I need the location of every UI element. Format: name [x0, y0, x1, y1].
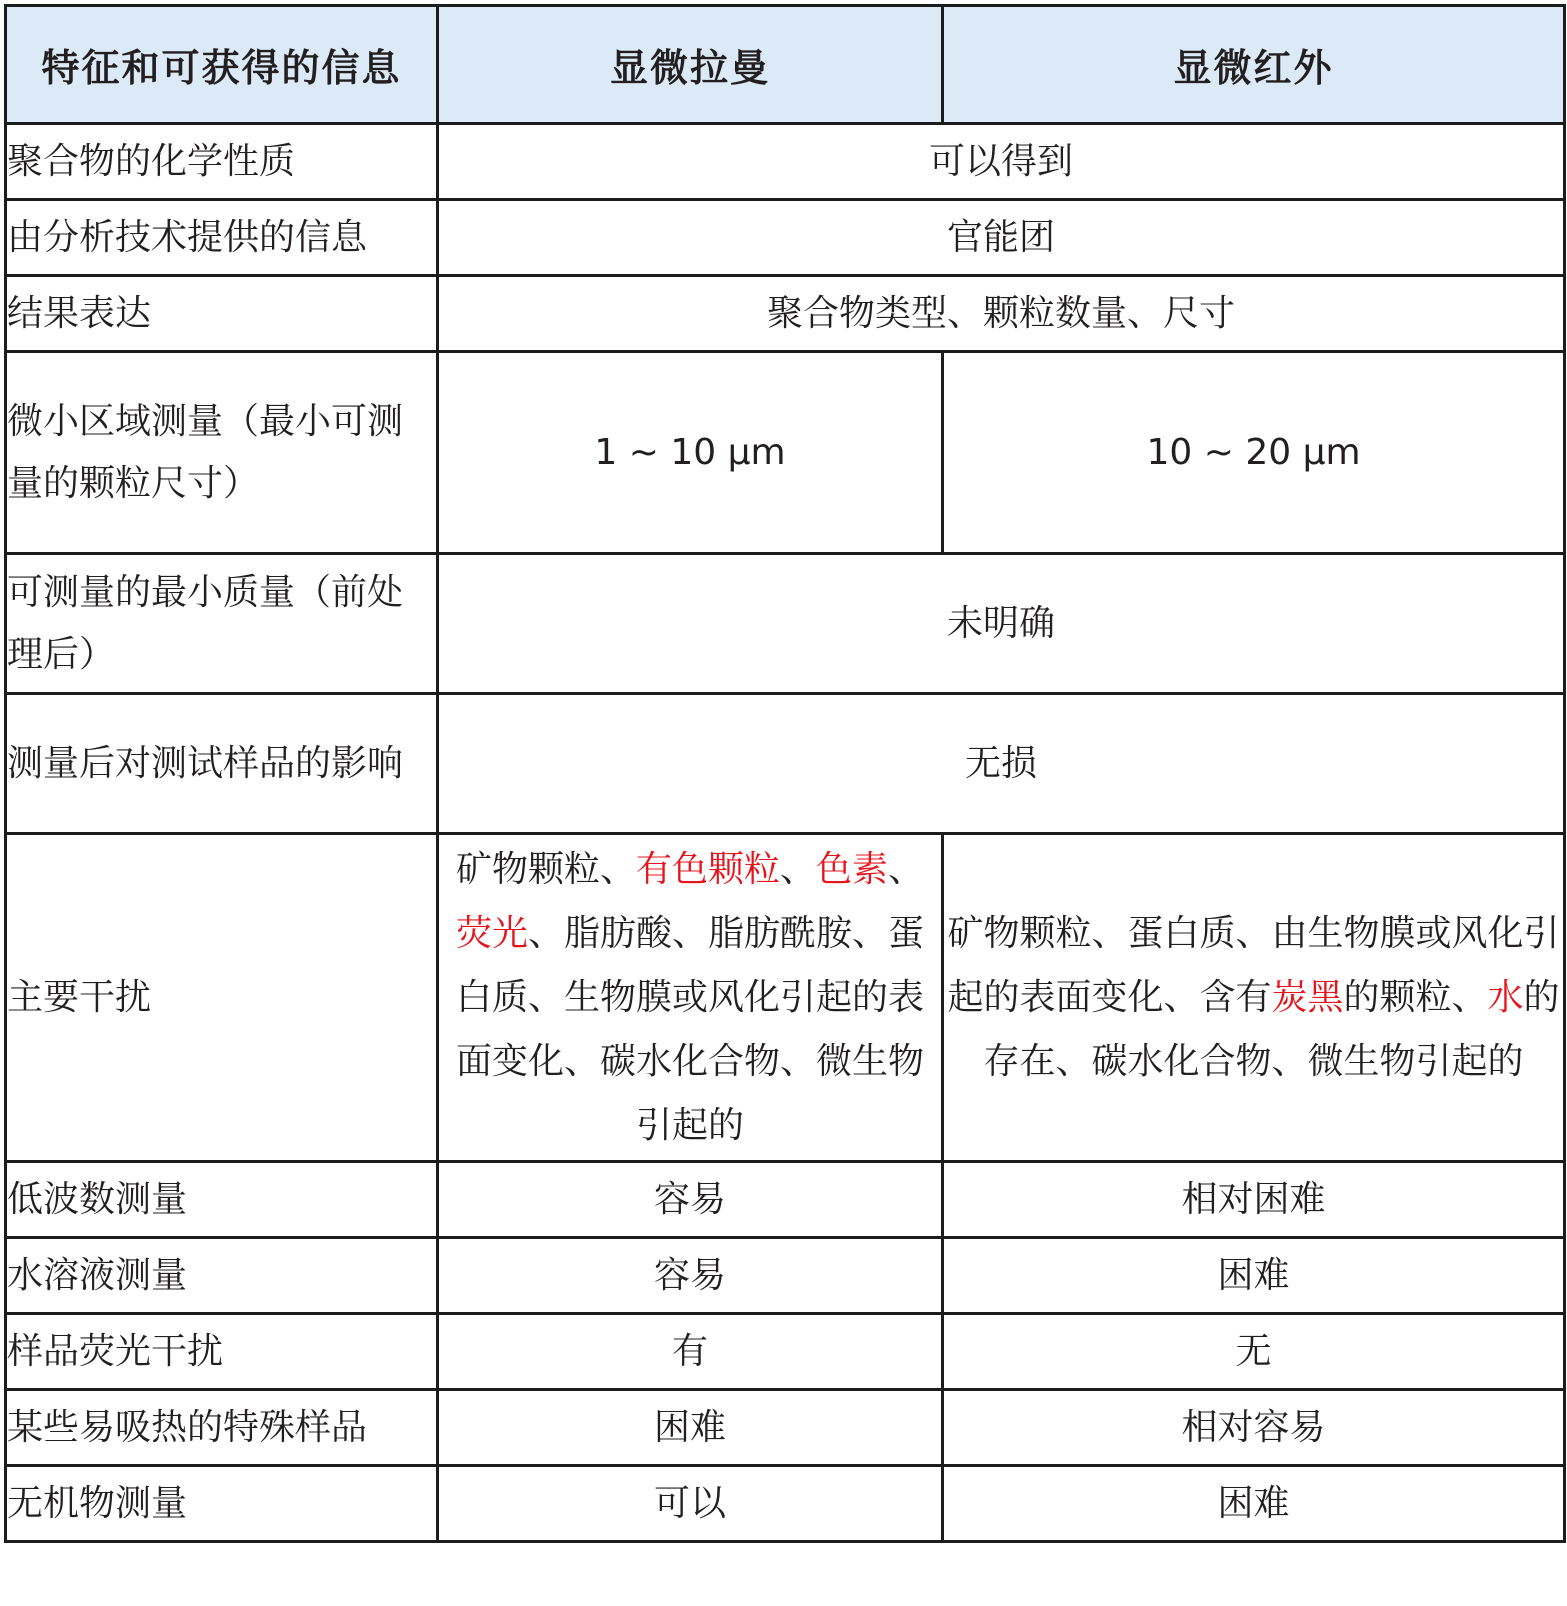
- shared-value: 聚合物类型、颗粒数量、尺寸: [438, 276, 1565, 352]
- row-label: 由分析技术提供的信息: [6, 200, 438, 276]
- comparison-table: [4, 4, 1566, 1543]
- table-row: [6, 694, 1565, 834]
- row-label: 低波数测量: [6, 1162, 438, 1238]
- row-label: 无机物测量: [6, 1466, 438, 1542]
- row-label: 主要干扰: [6, 834, 438, 1162]
- raman-value: 容易: [438, 1238, 943, 1314]
- table-row: [6, 1466, 1565, 1542]
- table-row: [6, 1314, 1565, 1390]
- table-row: [6, 834, 1565, 1162]
- row-label: 聚合物的化学性质: [6, 124, 438, 200]
- table-row: [6, 352, 1565, 554]
- ir-value: 无: [943, 1314, 1565, 1390]
- raman-value: 1 ~ 10 μm: [438, 352, 943, 554]
- table-row: [6, 200, 1565, 276]
- table-row: [6, 1390, 1565, 1466]
- table-row: [6, 276, 1565, 352]
- highlight-segment: 炭黑: [1271, 976, 1344, 1018]
- text-segment: 、脂肪酸、脂肪酰胺、蛋白质、生物膜或风化引起的表面变化、碳水化合物、微生物引起的: [455, 912, 925, 1146]
- row-label: 样品荧光干扰: [6, 1314, 438, 1390]
- raman-value: 有: [438, 1314, 943, 1390]
- table-row: [6, 124, 1565, 200]
- row-label: 某些易吸热的特殊样品: [6, 1390, 438, 1466]
- shared-value: 可以得到: [438, 124, 1565, 200]
- text-segment: 的颗粒、: [1343, 976, 1488, 1018]
- row-label: 水溶液测量: [6, 1238, 438, 1314]
- ir-value: 困难: [943, 1466, 1565, 1542]
- ir-value: 相对容易: [943, 1390, 1565, 1466]
- ir-value: 困难: [943, 1238, 1565, 1314]
- text-segment: 、: [888, 848, 925, 890]
- header-raman: 显微拉曼: [438, 6, 943, 124]
- table-row: [6, 1238, 1565, 1314]
- raman-value: 可以: [438, 1466, 943, 1542]
- header-ir: 显微红外: [943, 6, 1565, 124]
- text-segment: 矿物颗粒、蛋白质、由生物膜或风化引起的表面变化、含有: [947, 912, 1560, 1018]
- row-label: 结果表达: [6, 276, 438, 352]
- raman-value: 容易: [438, 1162, 943, 1238]
- table-row: [6, 1162, 1565, 1238]
- highlight-segment: 荧光: [455, 912, 528, 954]
- highlight-segment: 色素: [816, 848, 889, 890]
- raman-value: 困难: [438, 1390, 943, 1466]
- ir-interference: [943, 834, 1565, 1162]
- ir-value: 10 ~ 20 μm: [943, 352, 1565, 554]
- highlight-segment: 水: [1487, 976, 1524, 1018]
- row-label: 测量后对测试样品的影响: [6, 694, 438, 834]
- shared-value: 无损: [438, 694, 1565, 834]
- row-label: 微小区域测量（最小可测量的颗粒尺寸）: [6, 352, 438, 554]
- shared-value: 官能团: [438, 200, 1565, 276]
- raman-interference: [438, 834, 943, 1162]
- text-segment: 的存在、碳水化合物、微生物引起的: [983, 976, 1560, 1082]
- text-segment: 矿物颗粒、: [455, 848, 636, 890]
- highlight-segment: 有色颗粒: [635, 848, 780, 890]
- ir-value: 相对困难: [943, 1162, 1565, 1238]
- shared-value: 未明确: [438, 554, 1565, 694]
- text-segment: 、: [779, 848, 816, 890]
- table-row: [6, 554, 1565, 694]
- header-row: [6, 6, 1565, 124]
- header-feature: 特征和可获得的信息: [6, 6, 438, 124]
- row-label: 可测量的最小质量（前处理后）: [6, 554, 438, 694]
